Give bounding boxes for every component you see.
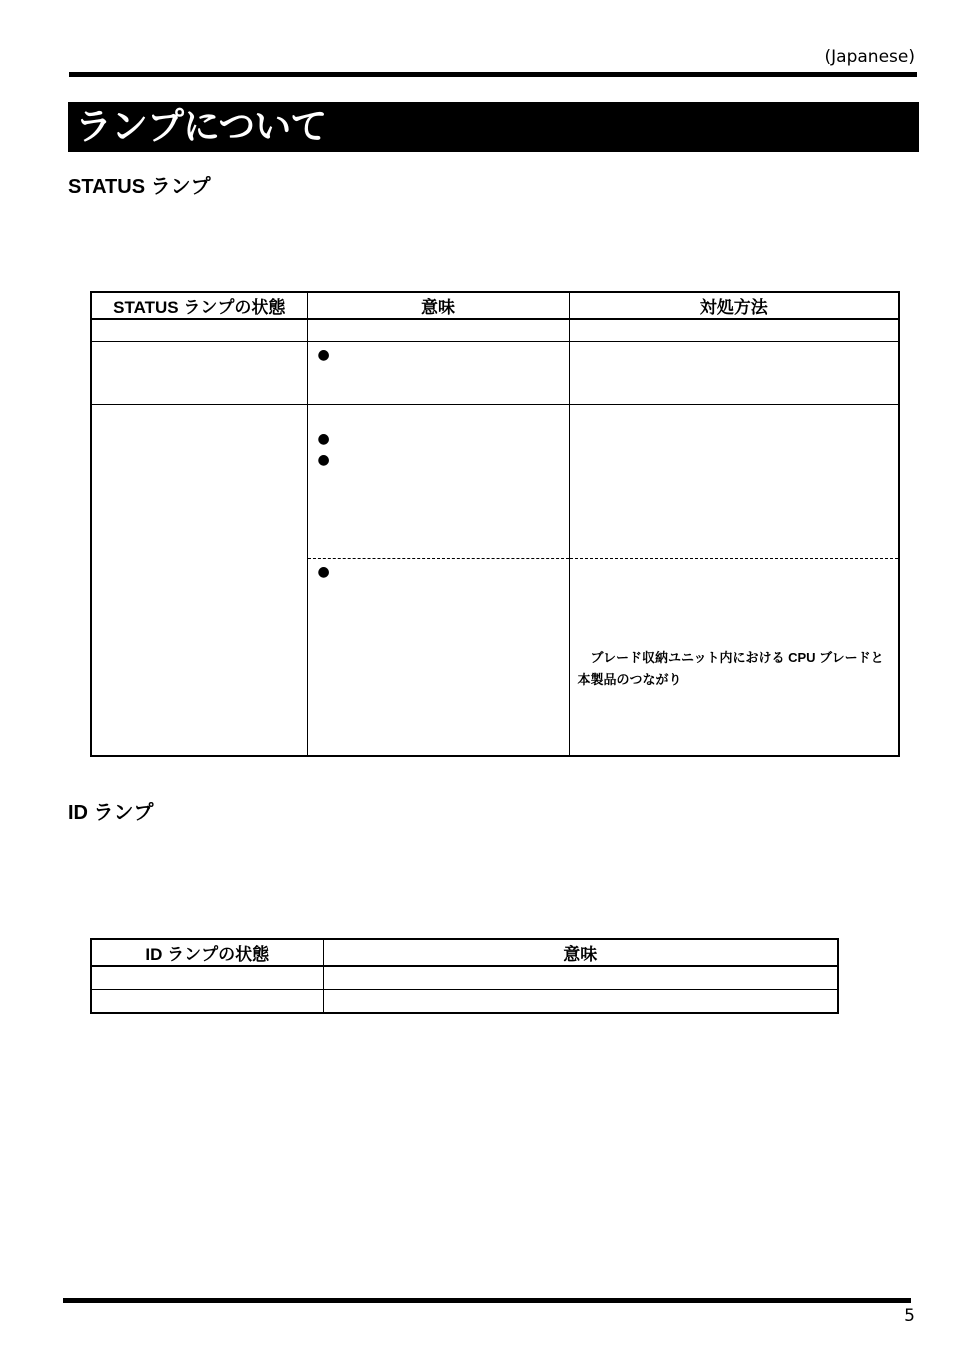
bullet: ● bbox=[317, 431, 330, 447]
table-row bbox=[91, 342, 899, 405]
language-label: (Japanese) bbox=[824, 47, 915, 67]
state-cell bbox=[91, 319, 307, 342]
meaning-cell bbox=[307, 559, 569, 757]
meaning-cell bbox=[307, 405, 569, 559]
title-bar bbox=[68, 102, 919, 152]
table-row bbox=[91, 966, 838, 990]
action-cell bbox=[569, 559, 899, 757]
id-lamp-heading: ID ランプ bbox=[68, 802, 154, 824]
table-row bbox=[91, 405, 899, 559]
table-header-row bbox=[91, 939, 838, 966]
bottom-rule bbox=[63, 1298, 911, 1303]
bullet-list bbox=[308, 559, 569, 583]
bullet-list bbox=[308, 405, 569, 471]
top-rule bbox=[69, 72, 917, 77]
state-cell bbox=[91, 990, 323, 1014]
action-cell bbox=[569, 405, 899, 559]
bullet-list bbox=[308, 342, 569, 366]
action-note: ブレード収納ユニット内における CPU ブレードと本製品のつながり bbox=[577, 650, 884, 687]
action-cell bbox=[569, 319, 899, 342]
table-header-row bbox=[91, 292, 899, 319]
meaning-cell bbox=[307, 319, 569, 342]
state-cell bbox=[91, 966, 323, 990]
state-cell bbox=[91, 342, 307, 405]
bullet: ● bbox=[317, 564, 330, 580]
action-cell bbox=[569, 342, 899, 405]
bullet: ● bbox=[317, 347, 330, 363]
status-lamp-table bbox=[90, 291, 900, 757]
column-header-action: 対処方法 bbox=[569, 292, 899, 319]
column-header-meaning: 意味 bbox=[323, 939, 838, 966]
id-lamp-table bbox=[90, 938, 839, 1014]
meaning-cell bbox=[323, 990, 838, 1014]
page-title: ランプについて bbox=[75, 105, 327, 148]
bullet: ● bbox=[317, 452, 330, 468]
column-header-state: ID ランプの状態 bbox=[91, 939, 323, 966]
table-row bbox=[91, 319, 899, 342]
table-row bbox=[91, 990, 838, 1014]
state-cell bbox=[91, 405, 307, 757]
page-number: 5 bbox=[904, 1306, 915, 1326]
status-lamp-heading: STATUS ランプ bbox=[68, 176, 211, 198]
column-header-meaning: 意味 bbox=[307, 292, 569, 319]
meaning-cell bbox=[323, 966, 838, 990]
column-header-state: STATUS ランプの状態 bbox=[91, 292, 307, 319]
meaning-cell bbox=[307, 342, 569, 405]
